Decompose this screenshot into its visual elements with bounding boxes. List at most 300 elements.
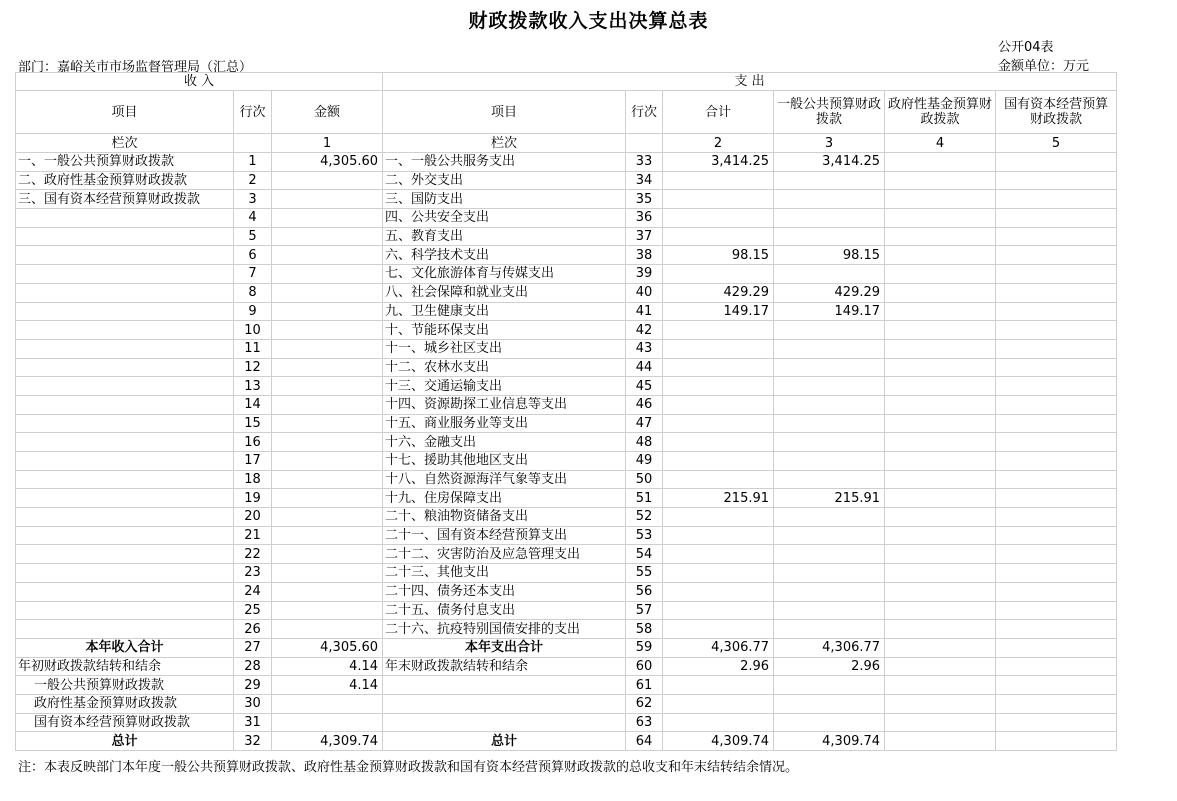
expense-general-cell: 215.91 <box>774 489 885 508</box>
expense-general-cell <box>774 339 885 358</box>
expense-line-cell: 48 <box>626 433 663 452</box>
expense-line-cell: 42 <box>626 321 663 340</box>
expense-total-cell: 215.91 <box>663 489 774 508</box>
income-item-cell: 本年收入合计 <box>16 638 234 657</box>
income-line-cell: 17 <box>234 452 272 471</box>
income-amount-cell <box>272 339 383 358</box>
expense-item-cell <box>383 713 626 732</box>
expense-state-cell <box>996 153 1117 172</box>
table-row <box>16 620 1117 639</box>
income-line-cell: 23 <box>234 564 272 583</box>
expense-total-cell <box>663 582 774 601</box>
expense-general-cell <box>774 545 885 564</box>
expense-line-cell: 60 <box>626 657 663 676</box>
expense-fund-cell <box>885 545 996 564</box>
expense-state-cell <box>996 470 1117 489</box>
expense-general-cell <box>774 601 885 620</box>
income-amount-cell <box>272 508 383 527</box>
income-line-cell: 20 <box>234 508 272 527</box>
income-item-cell <box>16 470 234 489</box>
income-line-cell: 5 <box>234 227 272 246</box>
income-item-cell <box>16 452 234 471</box>
table-row <box>16 153 1117 172</box>
table-row <box>16 414 1117 433</box>
expense-state-cell <box>996 246 1117 265</box>
income-item-cell <box>16 489 234 508</box>
expense-general-cell <box>774 190 885 209</box>
expense-item-cell: 十九、住房保障支出 <box>383 489 626 508</box>
expense-fund-cell <box>885 564 996 583</box>
income-line-cell: 2 <box>234 171 272 190</box>
table-row <box>16 246 1117 265</box>
expense-item-cell: 六、科学技术支出 <box>383 246 626 265</box>
expense-state-cell <box>996 452 1117 471</box>
income-item-cell: 二、政府性基金预算财政拨款 <box>16 171 234 190</box>
income-item-cell <box>16 377 234 396</box>
expense-item-cell: 本年支出合计 <box>383 638 626 657</box>
expense-line-cell: 35 <box>626 190 663 209</box>
income-item-cell <box>16 508 234 527</box>
expense-line-cell: 50 <box>626 470 663 489</box>
expense-general-cell <box>774 171 885 190</box>
table-row <box>16 321 1117 340</box>
expense-general-column-number: 3 <box>774 134 885 153</box>
expense-item-cell: 二十一、国有资本经营预算支出 <box>383 526 626 545</box>
expense-fund-cell <box>885 508 996 527</box>
expense-total-cell <box>663 395 774 414</box>
income-item-cell: 国有资本经营预算财政拨款 <box>16 713 234 732</box>
expense-state-cell <box>996 265 1117 284</box>
income-amount-header: 金额 <box>272 91 383 134</box>
expense-state-cell <box>996 190 1117 209</box>
expense-fund-cell <box>885 638 996 657</box>
income-item-cell <box>16 601 234 620</box>
expense-state-cell <box>996 395 1117 414</box>
income-line-blank <box>234 134 272 153</box>
income-item-cell <box>16 433 234 452</box>
income-item-header: 项目 <box>16 91 234 134</box>
expense-state-cell <box>996 283 1117 302</box>
expense-item-cell <box>383 694 626 713</box>
expense-general-cell: 2.96 <box>774 657 885 676</box>
income-amount-cell: 4,305.60 <box>272 153 383 172</box>
expense-line-cell: 56 <box>626 582 663 601</box>
expense-line-cell: 53 <box>626 526 663 545</box>
expense-item-cell: 年末财政拨款结转和结余 <box>383 657 626 676</box>
table-row <box>16 395 1117 414</box>
income-amount-cell <box>272 302 383 321</box>
table-row <box>16 564 1117 583</box>
expense-general-cell: 98.15 <box>774 246 885 265</box>
expense-state-cell <box>996 489 1117 508</box>
expense-fund-cell <box>885 377 996 396</box>
expense-general-cell <box>774 676 885 695</box>
income-amount-cell <box>272 694 383 713</box>
table-row <box>16 601 1117 620</box>
expense-item-header: 项目 <box>383 91 626 134</box>
income-line-cell: 15 <box>234 414 272 433</box>
expense-general-cell <box>774 358 885 377</box>
income-line-cell: 22 <box>234 545 272 564</box>
expense-fund-cell <box>885 321 996 340</box>
expense-section-header: 支 出 <box>383 73 1117 91</box>
expense-general-cell: 149.17 <box>774 302 885 321</box>
income-item-cell <box>16 246 234 265</box>
income-item-cell <box>16 321 234 340</box>
expense-general-cell <box>774 526 885 545</box>
expense-total-cell: 149.17 <box>663 302 774 321</box>
expense-total-cell <box>663 358 774 377</box>
expense-total-cell <box>663 470 774 489</box>
income-item-cell: 三、国有资本经营预算财政拨款 <box>16 190 234 209</box>
income-amount-cell <box>272 564 383 583</box>
expense-fund-cell <box>885 190 996 209</box>
budget-table <box>15 72 1117 751</box>
income-line-cell: 16 <box>234 433 272 452</box>
income-item-cell <box>16 414 234 433</box>
expense-state-cell <box>996 508 1117 527</box>
expense-line-cell: 44 <box>626 358 663 377</box>
expense-line-cell: 55 <box>626 564 663 583</box>
income-item-cell: 年初财政拨款结转和结余 <box>16 657 234 676</box>
income-item-cell <box>16 545 234 564</box>
expense-state-cell <box>996 377 1117 396</box>
expense-total-cell <box>663 694 774 713</box>
income-amount-cell <box>272 526 383 545</box>
expense-fund-cell <box>885 470 996 489</box>
expense-state-cell <box>996 545 1117 564</box>
expense-state-cell <box>996 713 1117 732</box>
income-line-cell: 6 <box>234 246 272 265</box>
table-row <box>16 283 1117 302</box>
expense-line-cell: 57 <box>626 601 663 620</box>
expense-line-cell: 47 <box>626 414 663 433</box>
income-column-label: 栏次 <box>16 134 234 153</box>
expense-fund-cell <box>885 358 996 377</box>
income-item-cell <box>16 283 234 302</box>
expense-item-cell: 二十二、灾害防治及应急管理支出 <box>383 545 626 564</box>
expense-item-cell: 九、卫生健康支出 <box>383 302 626 321</box>
income-amount-cell <box>272 395 383 414</box>
expense-item-cell: 十七、援助其他地区支出 <box>383 452 626 471</box>
expense-item-cell: 十六、金融支出 <box>383 433 626 452</box>
table-row <box>16 657 1117 676</box>
expense-general-cell <box>774 227 885 246</box>
expense-general-cell <box>774 265 885 284</box>
expense-state-cell <box>996 302 1117 321</box>
expense-state-cell <box>996 732 1117 751</box>
expense-total-cell: 2.96 <box>663 657 774 676</box>
expense-fund-cell <box>885 246 996 265</box>
expense-item-cell: 一、一般公共服务支出 <box>383 153 626 172</box>
expense-total-cell <box>663 209 774 228</box>
income-line-cell: 25 <box>234 601 272 620</box>
income-line-header: 行次 <box>234 91 272 134</box>
income-line-cell: 11 <box>234 339 272 358</box>
income-line-cell: 32 <box>234 732 272 751</box>
table-row <box>16 190 1117 209</box>
income-item-cell: 一般公共预算财政拨款 <box>16 676 234 695</box>
income-amount-cell <box>272 433 383 452</box>
expense-line-cell: 51 <box>626 489 663 508</box>
expense-general-cell <box>774 377 885 396</box>
expense-state-cell <box>996 582 1117 601</box>
expense-state-cell <box>996 526 1117 545</box>
expense-general-cell: 4,306.77 <box>774 638 885 657</box>
income-line-cell: 28 <box>234 657 272 676</box>
table-note: 注：本表反映部门本年度一般公共预算财政拨款、政府性基金预算财政拨款和国有资本经营预算财政拨款的总收支和年末结转结余情况。 <box>18 760 799 775</box>
table-row <box>16 209 1117 228</box>
expense-item-cell: 二十、粮油物资储备支出 <box>383 508 626 527</box>
income-amount-cell <box>272 377 383 396</box>
expense-item-cell: 十一、城乡社区支出 <box>383 339 626 358</box>
expense-general-cell <box>774 470 885 489</box>
income-amount-cell: 4.14 <box>272 676 383 695</box>
table-row <box>16 526 1117 545</box>
income-item-cell <box>16 339 234 358</box>
expense-line-cell: 59 <box>626 638 663 657</box>
expense-item-cell: 十八、自然资源海洋气象等支出 <box>383 470 626 489</box>
expense-total-cell <box>663 190 774 209</box>
expense-line-cell: 34 <box>626 171 663 190</box>
expense-fund-cell <box>885 582 996 601</box>
expense-total-cell <box>663 452 774 471</box>
expense-fund-cell <box>885 283 996 302</box>
expense-line-cell: 61 <box>626 676 663 695</box>
income-line-cell: 30 <box>234 694 272 713</box>
table-row <box>16 171 1117 190</box>
income-line-cell: 24 <box>234 582 272 601</box>
income-line-cell: 4 <box>234 209 272 228</box>
expense-total-cell <box>663 171 774 190</box>
income-line-cell: 18 <box>234 470 272 489</box>
income-item-cell: 政府性基金预算财政拨款 <box>16 694 234 713</box>
table-row <box>16 545 1117 564</box>
expense-total-cell <box>663 620 774 639</box>
income-line-cell: 29 <box>234 676 272 695</box>
expense-item-cell <box>383 676 626 695</box>
income-line-cell: 21 <box>234 526 272 545</box>
expense-item-cell: 十三、交通运输支出 <box>383 377 626 396</box>
table-row <box>16 302 1117 321</box>
table-row <box>16 377 1117 396</box>
expense-line-cell: 58 <box>626 620 663 639</box>
expense-total-cell <box>663 713 774 732</box>
expense-total-cell <box>663 601 774 620</box>
expense-line-header: 行次 <box>626 91 663 134</box>
expense-item-cell: 八、社会保障和就业支出 <box>383 283 626 302</box>
expense-total-cell: 4,306.77 <box>663 638 774 657</box>
expense-fund-cell <box>885 601 996 620</box>
expense-line-cell: 37 <box>626 227 663 246</box>
expense-state-cell <box>996 638 1117 657</box>
expense-total-cell <box>663 414 774 433</box>
expense-total-cell <box>663 526 774 545</box>
expense-fund-cell <box>885 227 996 246</box>
expense-fund-cell <box>885 395 996 414</box>
income-item-cell <box>16 209 234 228</box>
expense-line-cell: 39 <box>626 265 663 284</box>
expense-line-cell: 40 <box>626 283 663 302</box>
expense-fund-cell <box>885 153 996 172</box>
expense-item-cell: 二十五、债务付息支出 <box>383 601 626 620</box>
expense-total-cell: 4,309.74 <box>663 732 774 751</box>
table-row <box>16 227 1117 246</box>
income-item-cell: 一、一般公共预算财政拨款 <box>16 153 234 172</box>
expense-item-cell: 二十四、债务还本支出 <box>383 582 626 601</box>
income-item-cell <box>16 358 234 377</box>
income-amount-cell <box>272 489 383 508</box>
income-amount-cell <box>272 265 383 284</box>
expense-state-cell <box>996 433 1117 452</box>
table-row <box>16 470 1117 489</box>
expense-fund-header: 政府性基金预算财政拨款 <box>885 91 996 134</box>
expense-state-cell <box>996 321 1117 340</box>
expense-state-cell <box>996 564 1117 583</box>
form-code: 公开04表 <box>998 40 1054 55</box>
income-amount-cell <box>272 582 383 601</box>
expense-general-cell <box>774 582 885 601</box>
income-item-cell <box>16 227 234 246</box>
expense-state-cell <box>996 358 1117 377</box>
expense-line-cell: 64 <box>626 732 663 751</box>
expense-line-cell: 54 <box>626 545 663 564</box>
table-row <box>16 508 1117 527</box>
expense-line-cell: 45 <box>626 377 663 396</box>
expense-general-cell <box>774 694 885 713</box>
income-line-cell: 10 <box>234 321 272 340</box>
income-amount-cell <box>272 358 383 377</box>
table-row <box>16 732 1117 751</box>
income-line-cell: 19 <box>234 489 272 508</box>
income-amount-cell <box>272 283 383 302</box>
expense-total-cell <box>663 339 774 358</box>
expense-total-cell <box>663 545 774 564</box>
expense-fund-cell <box>885 657 996 676</box>
income-amount-cell <box>272 209 383 228</box>
table-row <box>16 433 1117 452</box>
expense-general-cell: 429.29 <box>774 283 885 302</box>
expense-fund-cell <box>885 265 996 284</box>
expense-fund-column-number: 4 <box>885 134 996 153</box>
table-row <box>16 339 1117 358</box>
income-section-header: 收 入 <box>16 73 383 91</box>
expense-fund-cell <box>885 489 996 508</box>
income-amount-cell <box>272 321 383 340</box>
income-item-cell <box>16 265 234 284</box>
income-amount-cell: 4,309.74 <box>272 732 383 751</box>
table-row <box>16 582 1117 601</box>
expense-item-cell: 七、文化旅游体育与传媒支出 <box>383 265 626 284</box>
expense-general-cell: 3,414.25 <box>774 153 885 172</box>
income-item-cell <box>16 582 234 601</box>
expense-state-cell <box>996 601 1117 620</box>
expense-item-cell: 十四、资源勘探工业信息等支出 <box>383 395 626 414</box>
expense-total-cell <box>663 433 774 452</box>
department-label: 部门：嘉峪关市市场监督管理局（汇总） <box>18 60 253 75</box>
expense-item-cell: 总计 <box>383 732 626 751</box>
expense-item-cell: 十、节能环保支出 <box>383 321 626 340</box>
expense-state-cell <box>996 414 1117 433</box>
expense-state-cell <box>996 227 1117 246</box>
expense-state-cell <box>996 676 1117 695</box>
expense-item-cell: 二十三、其他支出 <box>383 564 626 583</box>
expense-general-cell <box>774 713 885 732</box>
expense-item-cell: 十五、商业服务业等支出 <box>383 414 626 433</box>
expense-fund-cell <box>885 713 996 732</box>
expense-line-cell: 46 <box>626 395 663 414</box>
expense-state-cell <box>996 694 1117 713</box>
expense-item-cell: 二十六、抗疫特别国债安排的支出 <box>383 620 626 639</box>
income-item-cell <box>16 620 234 639</box>
expense-general-cell <box>774 620 885 639</box>
table-row <box>16 358 1117 377</box>
expense-general-cell <box>774 321 885 340</box>
expense-line-cell: 38 <box>626 246 663 265</box>
income-amount-cell <box>272 620 383 639</box>
report-title: 财政拨款收入支出决算总表 <box>468 10 709 32</box>
income-amount-cell <box>272 171 383 190</box>
expense-general-cell <box>774 452 885 471</box>
expense-general-cell <box>774 414 885 433</box>
table-row <box>16 694 1117 713</box>
expense-fund-cell <box>885 676 996 695</box>
expense-fund-cell <box>885 171 996 190</box>
amount-unit: 金额单位：万元 <box>998 59 1090 74</box>
income-amount-cell <box>272 227 383 246</box>
expense-state-header: 国有资本经营预算财政拨款 <box>996 91 1117 134</box>
expense-line-cell: 36 <box>626 209 663 228</box>
income-line-cell: 1 <box>234 153 272 172</box>
income-line-cell: 8 <box>234 283 272 302</box>
income-item-cell <box>16 395 234 414</box>
expense-general-cell <box>774 433 885 452</box>
expense-general-cell <box>774 395 885 414</box>
expense-general-cell: 4,309.74 <box>774 732 885 751</box>
income-amount-column-number: 1 <box>272 134 383 153</box>
expense-fund-cell <box>885 433 996 452</box>
income-line-cell: 12 <box>234 358 272 377</box>
table-row <box>16 638 1117 657</box>
expense-item-cell: 五、教育支出 <box>383 227 626 246</box>
expense-item-cell: 三、国防支出 <box>383 190 626 209</box>
expense-total-header: 合计 <box>663 91 774 134</box>
income-item-cell <box>16 526 234 545</box>
expense-general-cell <box>774 564 885 583</box>
expense-total-cell: 98.15 <box>663 246 774 265</box>
expense-fund-cell <box>885 209 996 228</box>
expense-line-cell: 49 <box>626 452 663 471</box>
expense-line-cell: 43 <box>626 339 663 358</box>
expense-column-label: 栏次 <box>383 134 626 153</box>
income-line-cell: 27 <box>234 638 272 657</box>
table-row <box>16 265 1117 284</box>
income-line-cell: 3 <box>234 190 272 209</box>
expense-total-column-number: 2 <box>663 134 774 153</box>
expense-total-cell <box>663 265 774 284</box>
income-amount-cell: 4.14 <box>272 657 383 676</box>
expense-fund-cell <box>885 732 996 751</box>
income-amount-cell <box>272 452 383 471</box>
income-amount-cell <box>272 470 383 489</box>
expense-fund-cell <box>885 526 996 545</box>
expense-total-cell <box>663 564 774 583</box>
expense-total-cell <box>663 676 774 695</box>
table-row <box>16 489 1117 508</box>
income-amount-cell <box>272 713 383 732</box>
expense-state-cell <box>996 657 1117 676</box>
income-amount-cell <box>272 190 383 209</box>
